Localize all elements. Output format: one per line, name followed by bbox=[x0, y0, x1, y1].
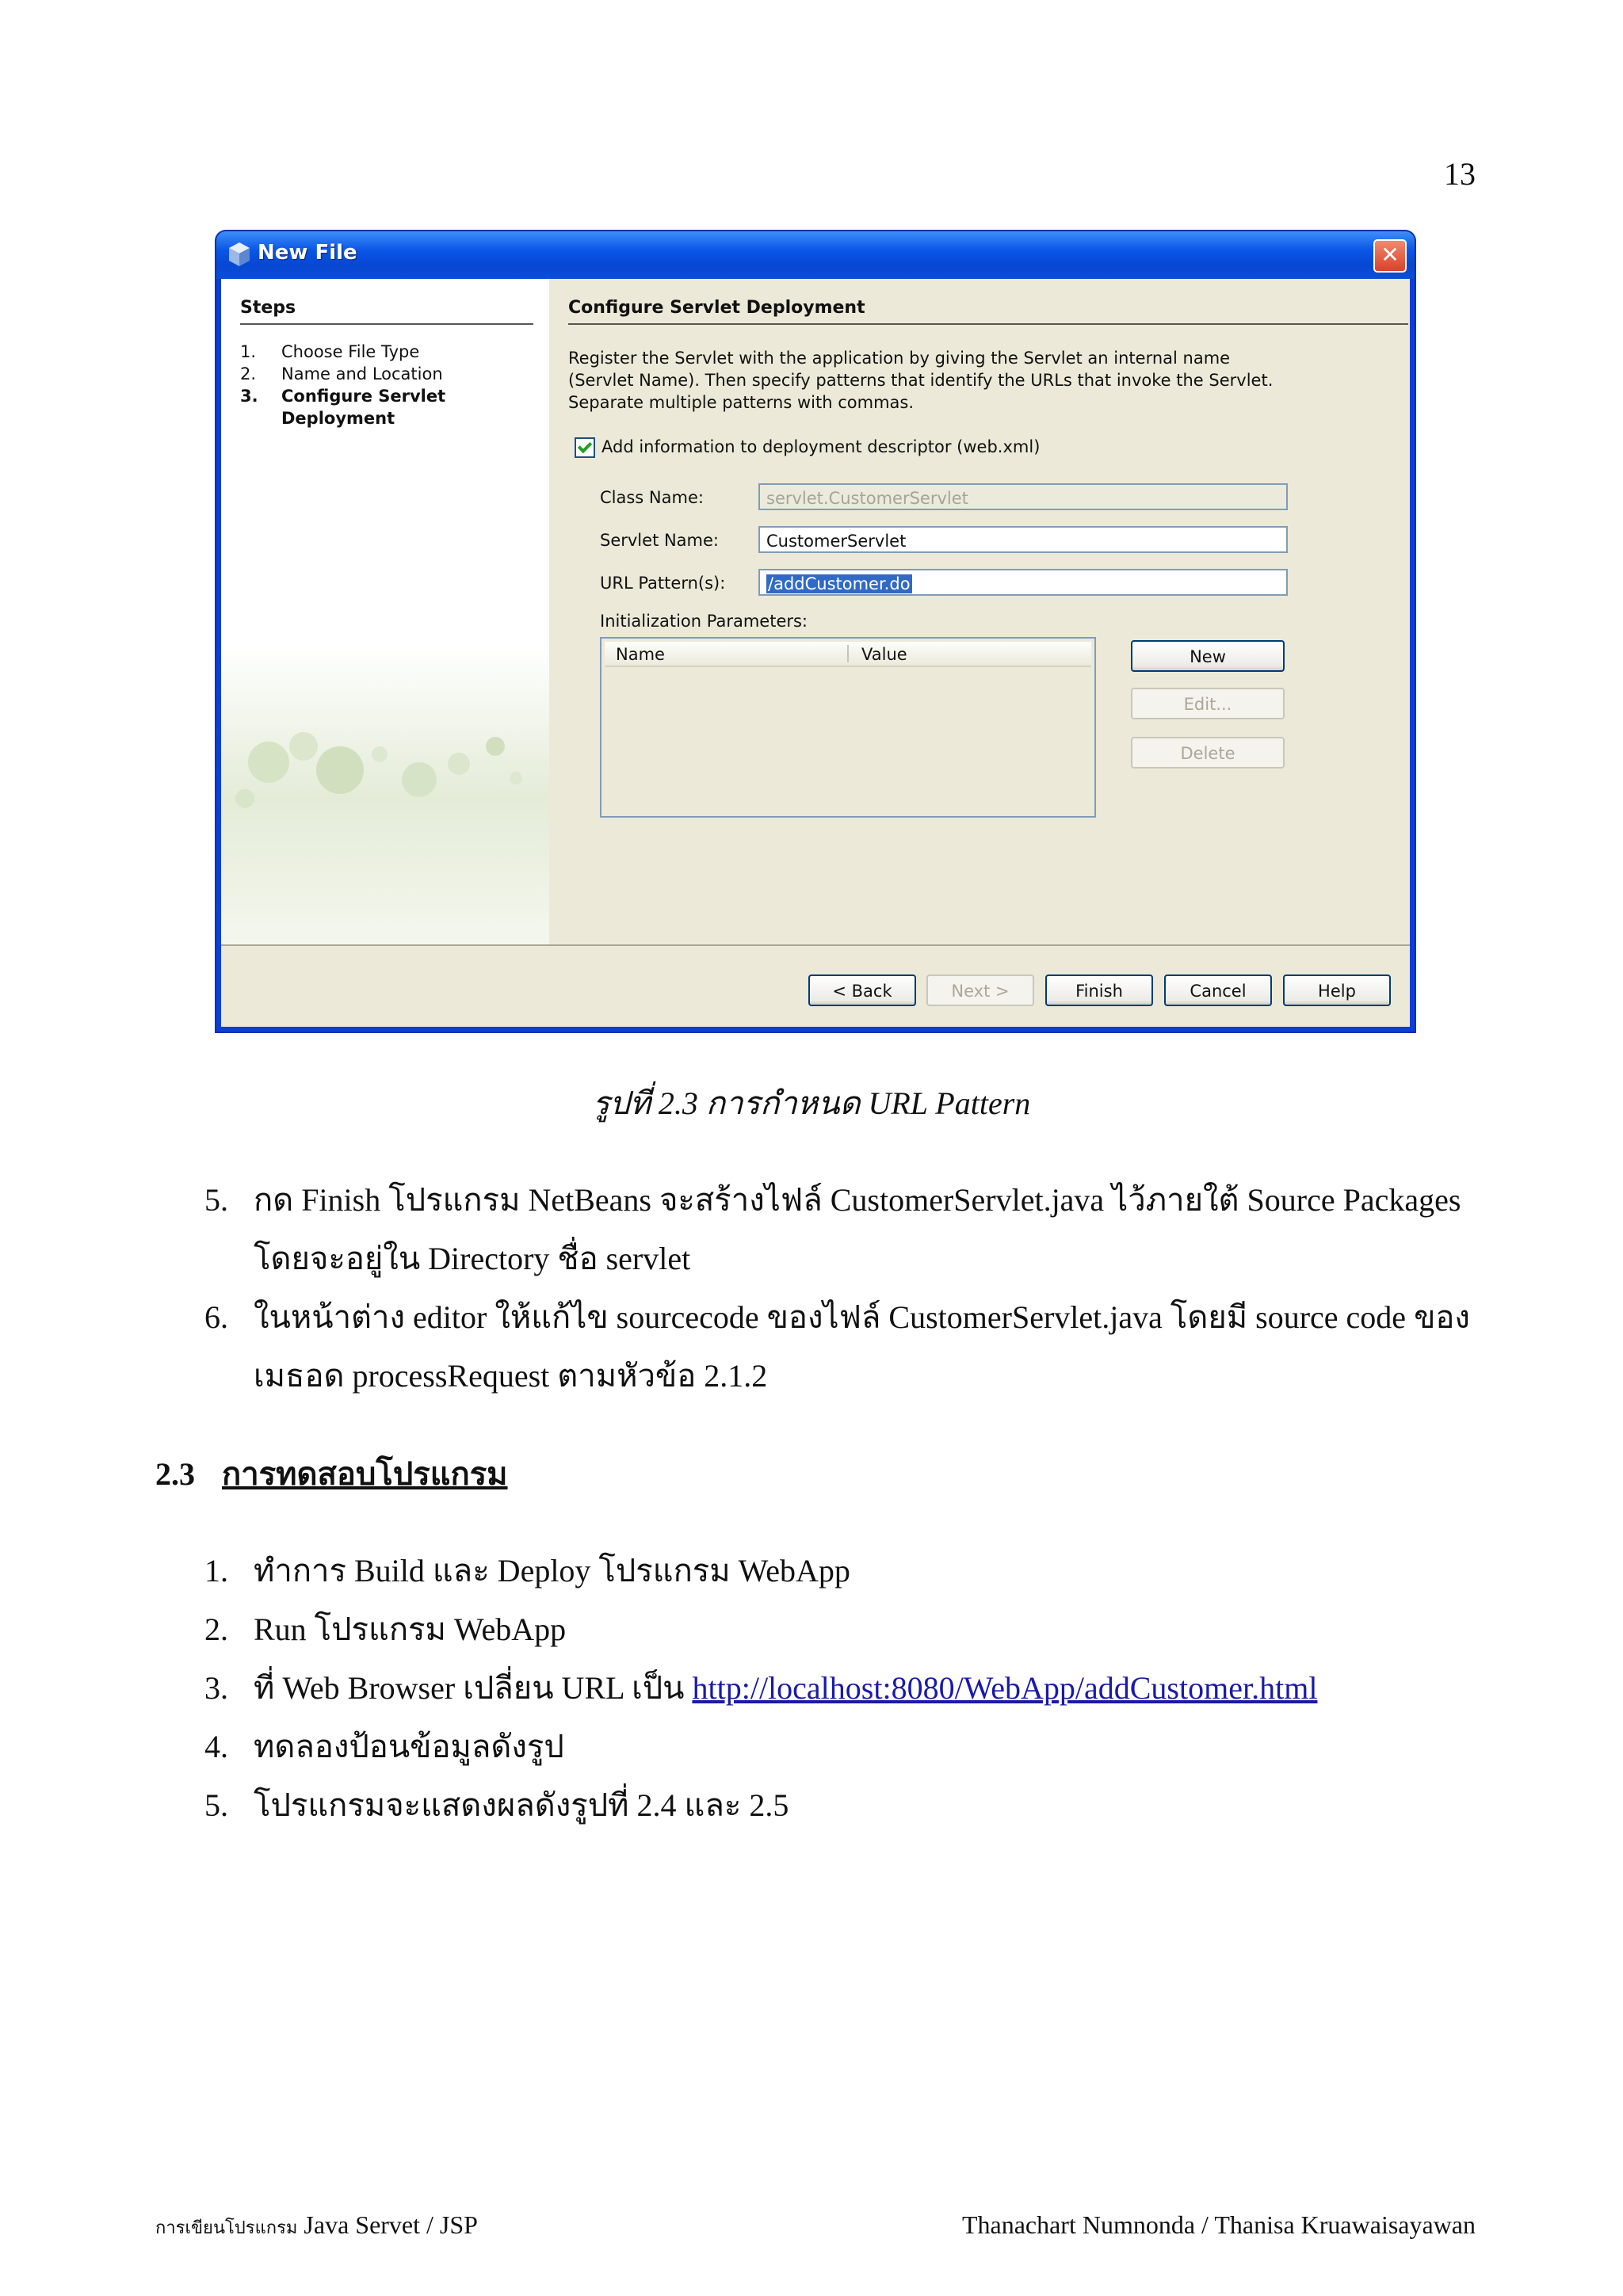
step-item: 1. Choose File Type bbox=[240, 342, 420, 361]
url-link[interactable]: http://localhost:8080/WebApp/addCustomer.html bbox=[692, 1670, 1318, 1706]
step-item-current: 3. Configure Servlet bbox=[240, 387, 446, 406]
edit-button[interactable]: Edit... bbox=[1131, 688, 1285, 719]
list-item: 6. ในหน้าต่าง editor ให้แก้ไข sourcecode ของไฟล์ CustomerServlet.java โดยมี source code ของ bbox=[204, 1299, 1470, 1335]
page-number: 13 bbox=[1444, 156, 1476, 192]
steps-title: Steps bbox=[240, 298, 296, 318]
class-name-field: servlet.CustomerServlet bbox=[758, 483, 1288, 510]
list-item: 5. กด Finish โปรแกรม NetBeans จะสร้างไฟล์ CustomerServlet.java ไว้ภายใต้ Source Packages bbox=[204, 1182, 1461, 1218]
list-item: 5. โปรแกรมจะแสดงผลดังรูปที่ 2.4 และ 2.5 bbox=[204, 1787, 789, 1823]
configure-panel bbox=[549, 279, 1410, 944]
list-item-continuation: โดยจะอยู่ใน Directory ชื่อ servlet bbox=[254, 1241, 691, 1276]
deployment-descriptor-checkbox[interactable]: Add information to deployment descriptor (web.xml) bbox=[575, 437, 1040, 458]
step-item: 2. Name and Location bbox=[240, 364, 443, 383]
new-button[interactable]: New bbox=[1131, 640, 1285, 672]
steps-panel bbox=[221, 279, 549, 944]
list-item-continuation: เมธอด processRequest ตามหัวข้อ 2.1.2 bbox=[254, 1358, 768, 1394]
back-button[interactable]: < Back bbox=[808, 974, 916, 1006]
list-item: 2. Run โปรแกรม WebApp bbox=[204, 1611, 567, 1647]
step-item-current-cont: Deployment bbox=[281, 409, 395, 428]
class-name-label: Class Name: bbox=[600, 488, 704, 507]
divider bbox=[240, 323, 533, 325]
footer-right: Thanachart Numnonda / Thanisa Kruawaisayawan bbox=[961, 2210, 1476, 2239]
list-item: 1. ทำการ Build และ Deploy โปรแกรม WebApp bbox=[204, 1553, 850, 1589]
cancel-button[interactable]: Cancel bbox=[1164, 974, 1272, 1006]
close-button[interactable]: ✕ bbox=[1373, 239, 1407, 273]
figure-caption: รูปที่ 2.3 การกำหนด URL Pattern bbox=[592, 1085, 1031, 1121]
dialog-titlebar bbox=[216, 231, 1415, 279]
table-header bbox=[605, 642, 1091, 667]
servlet-name-field[interactable]: CustomerServlet bbox=[758, 526, 1288, 553]
dialog-title: New File bbox=[258, 241, 357, 265]
url-pattern-label: URL Pattern(s): bbox=[600, 574, 726, 593]
next-button[interactable]: Next > bbox=[926, 974, 1034, 1006]
section-title: Configure Servlet Deployment bbox=[568, 298, 865, 318]
dialog-client bbox=[221, 279, 1410, 1027]
finish-button[interactable]: Finish bbox=[1045, 974, 1153, 1006]
list-item: 4. ทดลองป้อนข้อมูลดังรูป bbox=[204, 1729, 564, 1764]
checkmark-icon[interactable] bbox=[575, 437, 595, 458]
init-params-table[interactable] bbox=[600, 637, 1096, 818]
section-heading: 2.3 การทดสอบโปรแกรม bbox=[155, 1456, 508, 1492]
servlet-name-label: Servlet Name: bbox=[600, 531, 720, 550]
column-header-value[interactable]: Value bbox=[861, 645, 907, 664]
list-item: 3. ที่ Web Browser เปลี่ยน URL เป็น http://localhost:8080/WebApp/addCustomer.html bbox=[204, 1670, 1318, 1706]
url-pattern-field[interactable]: /addCustomer.do bbox=[758, 569, 1288, 596]
cube-icon bbox=[227, 241, 251, 268]
column-header-name[interactable]: Name bbox=[616, 645, 665, 664]
decorative-bubbles bbox=[221, 723, 549, 881]
divider bbox=[847, 645, 849, 662]
delete-button[interactable]: Delete bbox=[1131, 737, 1285, 769]
description-text: Register the Servlet with the application by giving the Servlet an internal name (Servlet Name). Then specify patterns that identify the URLs that invoke the Servlet. Separate multiple patterns with commas. bbox=[568, 349, 1274, 412]
dialog-button-bar bbox=[221, 944, 1410, 1027]
new-file-dialog bbox=[216, 231, 1415, 1032]
divider bbox=[568, 323, 1408, 325]
init-params-label: Initialization Parameters: bbox=[600, 612, 808, 631]
help-button[interactable]: Help bbox=[1283, 974, 1391, 1006]
footer-left: การเขียนโปรแกรม Java Servet / JSP bbox=[155, 2210, 478, 2239]
